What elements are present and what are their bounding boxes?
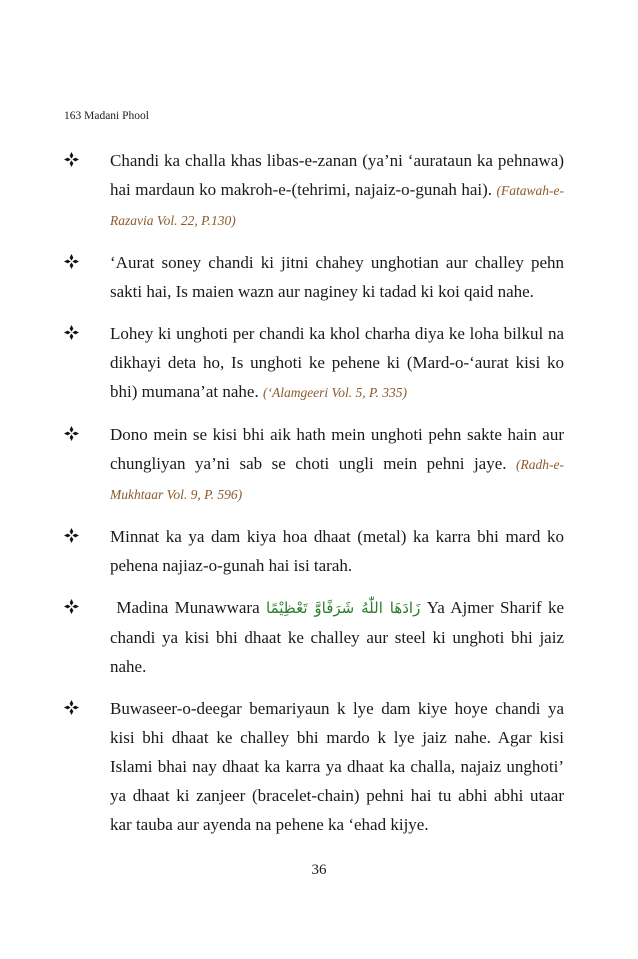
list-item-text (110, 694, 564, 839)
list-item (64, 522, 564, 580)
item-body: Chandi ka challa khas libas-e-zanan (ya’ni ‘aurataun ka pehnawa) hai mardaun ko makroh-e-(tehrimi, najaiz-o-gunah hai). (110, 151, 564, 199)
list-item-text (110, 248, 564, 306)
list-item-text (110, 146, 564, 235)
list-item-text (110, 420, 564, 509)
diamond-flower-bullet-icon (64, 152, 79, 167)
list-item (64, 248, 564, 306)
reference-citation: (‘Alamgeeri Vol. 5, P. 335) (262, 385, 408, 400)
list-item (64, 593, 564, 681)
item-body-end: Ya Ajmer Sharif ke chandi ya kisi bhi dhaat ke challey aur steel ki unghoti bhi jaiz nahe. (110, 598, 565, 676)
list-item (64, 694, 564, 839)
item-body: Dono mein se kisi bhi aik hath mein unghoti pehn sakte hain aur chungliyan ya’ni sab se choti ungli mein pehni jaye. (110, 425, 564, 473)
list-item-text (110, 319, 564, 407)
diamond-flower-bullet-icon (64, 325, 79, 340)
reference-citation: (Fatawah-e-Razavia Vol. 22, P.130) (110, 183, 565, 228)
list-item-text (110, 522, 564, 580)
diamond-flower-bullet-icon (64, 528, 79, 543)
diamond-flower-bullet-icon (64, 254, 79, 269)
item-body: ‘Aurat soney chandi ki jitni chahey unghotian aur challey pehn sakti hai, Is maien wazn aur naginey ki tadad ki koi qaid nahe. (110, 253, 564, 301)
diamond-flower-bullet-icon (64, 700, 79, 715)
bullet-list (64, 146, 564, 852)
item-body: Lohey ki unghoti per chandi ka khol charha diya ke loha bilkul na dikhayi deta ho, Is unghoti ke pehene ki (Mard-o-‘aurat kisi ko bhi) mumana’at nahe. (110, 324, 564, 401)
running-header: 163 Madani Phool (64, 110, 149, 122)
reference-citation: (Radh-e-Mukhtaar Vol. 9, P. 596) (110, 457, 564, 502)
arabic-honorific: زَادَهَا اللّٰهُ شَرَفًاوَّ تَعْظِیْمًا (266, 599, 421, 617)
list-item (64, 420, 564, 509)
list-item (64, 146, 564, 235)
diamond-flower-bullet-icon (64, 599, 79, 614)
page-number: 36 (311, 862, 327, 878)
item-body-start: Madina Munawwara (116, 598, 260, 617)
diamond-flower-bullet-icon (64, 426, 79, 441)
item-body: Buwaseer-o-deegar bemariyaun k lye dam kiye hoye chandi ya kisi bhi dhaat ke challey bhi mardo k lye jaiz nahe. Agar kisi Islami bhai nay dhaat ka karra ya dhaat ka challa, najaiz unghoti’ ya dhaat ki zanjeer (bracelet-chain) pehni hai tu abhi abhi utaar kar tauba aur ayenda na pehene ka ‘ehad kijye. (110, 699, 564, 834)
item-body: Minnat ka ya dam kiya hoa dhaat (metal) ka karra bhi mard ko pehena najiaz-o-gunah hai isi tarah. (110, 527, 564, 575)
list-item-text (110, 593, 564, 681)
list-item (64, 319, 564, 407)
